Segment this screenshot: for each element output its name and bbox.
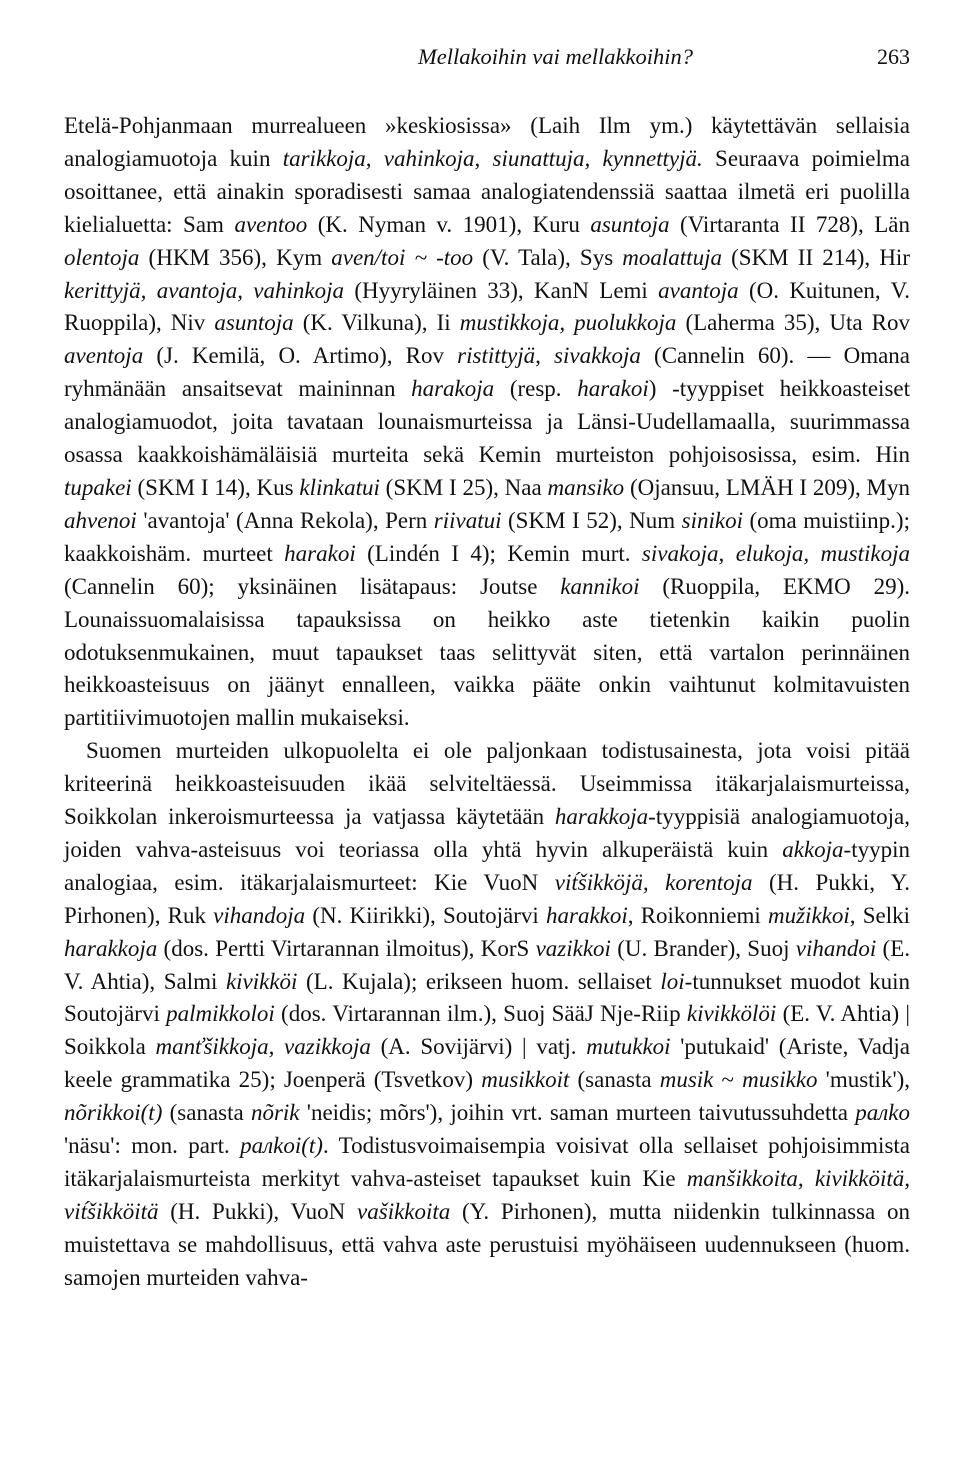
- italic-term: paлkoi(t): [240, 1133, 323, 1159]
- text-run: (SKM II 214), Hir: [721, 244, 910, 270]
- text-run: ) -tyyppiset heikkoasteiset analogiamuodot, joita tavataan lounaismurteissa ja Länsi-Uudellamaalla, suurimmassa osassa kaakkoishämäläisiä murteita sekä Kemin murteiston pohjoisosissa, esim. Hin: [64, 376, 910, 468]
- italic-term: harakkoja: [554, 804, 649, 830]
- italic-term: mužikkoi: [768, 902, 850, 928]
- italic-term: nõrikkoi(t): [64, 1100, 163, 1126]
- text-run: (resp.: [494, 376, 578, 402]
- text-run: (dos. Pertti Virtarannan ilmoitus), KorS: [157, 935, 536, 961]
- text-run: (H. Pukki), VuoN: [158, 1198, 358, 1224]
- italic-term: manšikkoita, kivikköitä, vit́šikköitä: [64, 1166, 910, 1224]
- text-run: (L. Kujala); erikseen huom. sellaiset: [297, 968, 661, 994]
- text-run: 'näsu': mon. part.: [64, 1133, 241, 1159]
- text-run: Etelä-Pohjanmaan murrealueen »keskiosissa» (Laih Ilm ym.) käytettävän sellaisia analogiamuotoja kuin: [64, 113, 910, 171]
- italic-term: sivakoja, elukoja, mustikoja: [641, 540, 910, 566]
- text-run: (sanasta: [162, 1100, 251, 1126]
- text-run: (A. Sovijärvi) | vatj.: [370, 1034, 587, 1060]
- italic-term: vihandoi: [795, 935, 877, 961]
- text-run: (Cannelin 60); yksinäinen lisätapaus: Joutse: [64, 573, 561, 599]
- text-run: (Ruoppila, EKMO 29). Lounaissuomalaisissa tapauksissa on heikko aste tietenkin kaikin puolin odotuksenmukainen, muut tapaukset taas selittyvät siten, että vartalon perinnäinen heikkoasteisuus on jäänyt ennalleen, vaikka pääte onkin vaihtunut kolmitavuisten partitiivimuotojen mallin mukaiseksi.: [64, 573, 911, 731]
- italic-term: mansiko: [547, 474, 625, 500]
- italic-term: nõrik: [250, 1100, 300, 1126]
- italic-term: mustikkoja, puolukkoja: [459, 310, 677, 336]
- text-run: (HKM 356), Kym: [139, 244, 332, 270]
- italic-term: vihandoja: [213, 902, 306, 928]
- text-run: (Ojansuu, LMÄH I 209), Myn: [624, 474, 911, 500]
- text-run: -tyyppisiä analogiamuotoja, joiden vahva-asteisuus voi teoriassa olla yhtä hyvin alkuperäistä kuin: [64, 804, 910, 862]
- italic-term: sinikoi: [681, 507, 743, 533]
- text-run: (Virtaranta II 728), Län: [669, 211, 910, 237]
- italic-term: loi: [660, 968, 685, 994]
- italic-term: harakoi: [284, 540, 356, 566]
- text-run: (K. Vilkuna), Ii: [293, 310, 460, 336]
- italic-term: olentoja: [64, 244, 140, 270]
- text-run: ~: [713, 1067, 743, 1093]
- text-run: 'mustik'),: [817, 1067, 910, 1093]
- italic-term: harakoi: [577, 376, 649, 402]
- italic-term: tarikkoja, vahinkoja, siunattuja, kynnettyjä.: [282, 145, 703, 171]
- text-run: (Cannelin 60). — Omana ryhmänään ansaitsevat maininnan: [64, 343, 910, 402]
- page-number: 263: [877, 44, 910, 69]
- italic-term: kivikkölöi: [686, 1001, 777, 1027]
- italic-term: ristittyjä, sivakkoja: [457, 343, 641, 369]
- italic-term: musikko: [742, 1067, 818, 1093]
- text-run: (H. Pukki, Y. Pirhonen), Ruk: [64, 869, 911, 928]
- italic-term: musikkoit: [481, 1067, 570, 1093]
- italic-term: klinkatui: [299, 474, 380, 500]
- italic-term: kerittyjä, avantoja, vahinkoja: [64, 277, 344, 303]
- italic-term: kivikköi: [225, 968, 298, 994]
- italic-term: harakoja: [411, 376, 495, 402]
- text-run: (U. Brander), Suoj: [610, 935, 796, 961]
- text-run: (J. Kemilä, O. Artimo), Rov: [143, 343, 458, 369]
- italic-term: aventoo: [234, 211, 308, 237]
- text-run: (Hyyryläinen 33), KanN Lemi: [343, 277, 659, 303]
- text-run: (SKM I 14), Kus: [131, 474, 300, 500]
- text-run: (Laherma 35), Uta Rov: [676, 310, 911, 336]
- paragraph: [64, 735, 910, 1294]
- text-run: -tunnukset muodot kuin Soutojärvi: [64, 968, 911, 1027]
- text-run: , Roikonniemi: [627, 902, 768, 928]
- text-run: (SKM I 52), Num: [501, 507, 682, 533]
- italic-term: musik: [659, 1067, 714, 1093]
- text-run: . Todistusvoimaisempia voisivat olla sellaiset pohjoisimmista itäkarjalaismurteista merkityt vahva-asteiset tapaukset kuin Kie: [64, 1133, 910, 1191]
- text-run: -tyypin analogiaa, esim. itäkarjalaismurteet: Kie VuoN: [64, 836, 910, 895]
- text-run: Suomen murteiden ulkopuolelta ei ole paljonkaan todistusainesta, jota voisi pitää kriteerinä heikkoasteisuuden ikää selviteltäessä. Useimmissa itäkarjalaismurteissa, Soikkolan inkeroismurteessa ja vatjassa käytetään: [64, 738, 910, 830]
- text-run: (dos. Virtarannan ilm.), Suoj SääJ Nje-Riip: [274, 1001, 687, 1027]
- text-run: (SKM I 25), Naa: [379, 474, 548, 500]
- italic-term: mutukkoi: [586, 1034, 671, 1060]
- italic-term: palmikkoloi: [166, 1001, 275, 1027]
- italic-term: manťšikkoja, vazikkoja: [155, 1034, 371, 1060]
- italic-term: vazikkoi: [535, 935, 611, 961]
- italic-term: tupakei: [64, 474, 132, 500]
- italic-term: asuntoja: [214, 310, 294, 336]
- text-run: Seuraava poimielma osoittanee, että ainakin sporadisesti samaa analogiatendenssiä saattaa ilmetä eri puolilla kielialuetta: Sam: [64, 145, 910, 237]
- text-run: (Y. Pirhonen), mutta niidenkin tulkinnassa on muistettava se mahdollisuus, että vahva aste perustuisi myöhäiseen uudennukseen (huom. samojen murteiden vahva-: [64, 1198, 910, 1290]
- text-run: (oma muistiinp.); kaakkoishäm. murteet: [64, 507, 910, 566]
- italic-term: aven/toi ~ -too: [331, 244, 474, 270]
- text-run: (E. V. Ahtia) | Soikkola: [64, 1001, 910, 1060]
- text-run: 'neidis; mõrs'), joihin vrt. saman murteen taivutussuhdetta: [299, 1100, 856, 1126]
- italic-term: vit́šikköjä, korentoja: [554, 869, 753, 895]
- text-run: (N. Kiirikki), Soutojärvi: [305, 902, 546, 928]
- paragraph: [64, 110, 910, 735]
- text-run: (K. Nyman v. 1901), Kuru: [307, 211, 591, 237]
- text-run: (V. Tala), Sys: [473, 244, 623, 270]
- text-run: (E. V. Ahtia), Salmi: [64, 935, 910, 994]
- text-run: (sanasta: [569, 1067, 660, 1093]
- italic-term: kannikoi: [560, 573, 640, 599]
- italic-term: akkoja: [782, 836, 844, 862]
- running-title: Mellakoihin vai mellakkoihin?: [418, 44, 693, 69]
- italic-term: vašikkoita: [357, 1198, 451, 1224]
- italic-term: riivatui: [433, 507, 502, 533]
- italic-term: avantoja: [658, 277, 739, 303]
- italic-term: paлko: [855, 1100, 910, 1126]
- text-run: 'avantoja' (Anna Rekola), Pern: [136, 507, 434, 533]
- running-head: [64, 44, 910, 84]
- text-run: (Lindén I 4); Kemin murt.: [355, 540, 642, 566]
- body-text: [64, 110, 910, 1295]
- page: [64, 44, 910, 1295]
- italic-term: ahvenoi: [64, 507, 137, 533]
- text-run: , Selki: [849, 902, 910, 928]
- text-run: 'putukaid' (Ariste, Vadja keele grammatika 25); Joenperä (Tsvetkov): [64, 1034, 910, 1093]
- italic-term: aventoja: [64, 343, 144, 369]
- text-run: (O. Kuitunen, V. Ruoppila), Niv: [64, 277, 910, 336]
- italic-term: moalattuja: [622, 244, 722, 270]
- italic-term: asuntoja: [590, 211, 670, 237]
- italic-term: harakkoja: [64, 935, 158, 961]
- italic-term: harakkoi: [546, 902, 628, 928]
